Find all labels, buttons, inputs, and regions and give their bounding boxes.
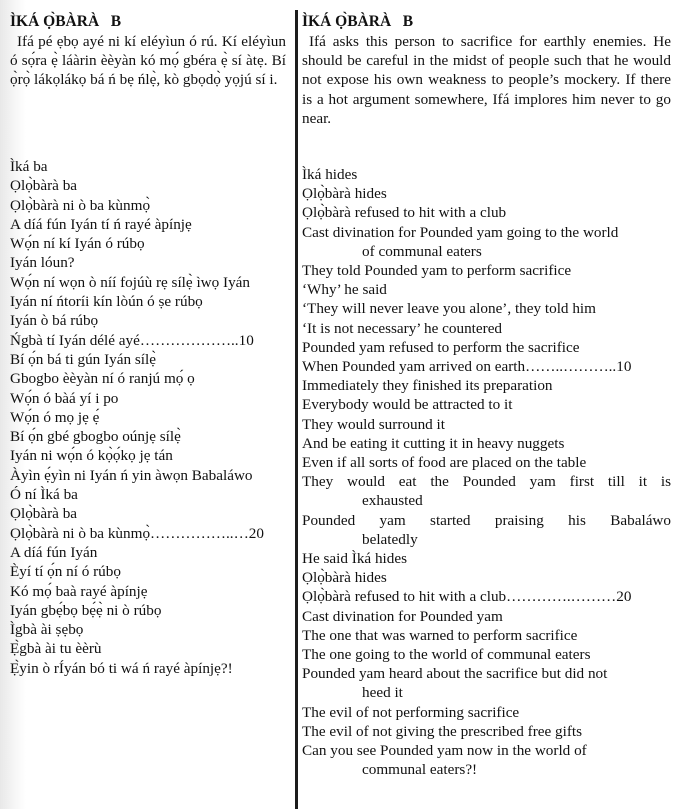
verse-line (302, 165, 671, 184)
verse-text: Ìká hides (302, 166, 358, 183)
english-column (302, 12, 671, 779)
verse-line: Àyìn ẹ́yìn ni Iyán ń yin àwọn Babaláwo (10, 466, 253, 484)
verse-line: Èyí tí ọ́n ní ó rúbọ (10, 563, 121, 581)
verse-line: Bí ọ́n bá ti gún Iyán sílẹ̀ (10, 350, 156, 368)
verse-text: Can you see Pounded yam now in the world of (302, 742, 587, 760)
verse-text: They would surround it (302, 415, 445, 433)
verse-text: The evil of not performing sacrifice (302, 703, 520, 721)
verse-line (302, 722, 671, 741)
verse-line (302, 549, 671, 568)
verse-line: Ńgbà tí Iyán délé ayé………………..10 (10, 331, 254, 349)
verse-continuation: communal eaters?! (362, 761, 478, 779)
verse-text: Ọlọ̀bàrà hides (302, 569, 387, 587)
verse-text: When Pounded yam arrived on earth……..………..10 (302, 358, 632, 376)
verse-line: Ọlọ̀bàrà ni ò ba kùnmọ̀ (10, 196, 151, 214)
yoruba-column (10, 12, 286, 677)
verse-line (302, 645, 671, 664)
verse-text: Cast divination for Pounded yam (302, 607, 503, 625)
yoruba-heading: ÌKÁ Ọ̀BÀRÀ B (10, 13, 122, 30)
verse-line: Wọ́n ó mọ jẹ ẹ́ (10, 408, 100, 426)
verse-line (302, 453, 671, 472)
verse-line: Ìgbà ài ṣẹbọ (10, 621, 84, 639)
verse-line: Ẹ̀yin ò rÍyán bó ti wá ń rayé àpínjẹ?! (10, 659, 233, 677)
verse-line: Gbogbo èèyàn ní ó ranjú mọ́ ọ (10, 370, 195, 388)
english-verses (302, 165, 671, 780)
yoruba-verses (10, 157, 286, 678)
verse-text: Ọlọ̀bàrà hides (302, 185, 387, 203)
verse-line (302, 223, 671, 261)
verse-line (302, 280, 671, 299)
verse-line: Ọlọ̀bàrà ba (10, 505, 78, 523)
verse-continuation: belatedly (362, 530, 418, 548)
verse-line (302, 568, 671, 587)
english-summary: Ifá asks this person to sacrifice for earthly enemies. He should be careful in the midst of people such that he would not expose his own weakness to people’s mockery. If there is a hot argument somewhere, Ifá implores him never to go near. (302, 33, 671, 127)
verse-text: ‘They will never leave you alone’, they told him (302, 300, 596, 318)
verse-line (302, 338, 671, 357)
yoruba-summary: Ifá pé ẹbọ ayé ni kí eléyìun ó rú. Kí eléyìun ó sọ́ra ẹ̀ láàrin èèyàn kó mọ́ gbéra ẹ̀ sí àtẹ. Bí ọ̀rọ̀ lákọlákọ bá ń bẹ ńlẹ̀, kò gbọdọ̀ yọjú sí i. (10, 33, 286, 89)
verse-line (302, 703, 671, 722)
verse-line (302, 299, 671, 318)
column-divider (295, 10, 298, 809)
verse-line: Wọ́n ó bàá yí i po (10, 389, 119, 407)
english-heading: ÌKÁ Ọ̀BÀRÀ B (302, 13, 414, 30)
verse-line (302, 319, 671, 338)
verse-text: Everybody would be attracted to it (302, 396, 513, 414)
verse-line: Iyán ní ńtoríi kín lòún ó ṣe rúbọ (10, 293, 203, 311)
verse-line: Ìká ba (10, 158, 48, 175)
verse-text: Immediately they finished its preparation (302, 377, 553, 395)
verse-line: Bí ọ́n gbé gbogbo oúnjẹ sílẹ̀ (10, 428, 181, 446)
verse-line: A díá fún Iyán tí ń rayé àpínjẹ (10, 215, 192, 233)
verse-line: A díá fún Iyán (10, 543, 98, 561)
verse-line (302, 741, 671, 779)
verse-text: Pounded yam started praising his Babaláwo (302, 511, 671, 529)
verse-line (302, 626, 671, 645)
verse-text: ‘It is not necessary’ he countered (302, 319, 503, 337)
verse-line: Ó ní Ìká ba (10, 486, 78, 504)
verse-line: Iyán lóun? (10, 254, 75, 272)
verse-line: Wọ́n ní wọn ò níí fojúù rẹ sílẹ̀ ìwọ Iyán (10, 273, 251, 291)
verse-text: The one that was warned to perform sacrifice (302, 626, 578, 644)
verse-line: Iyán ò bá rúbọ (10, 312, 99, 330)
verse-line (302, 395, 671, 414)
verse-text: Ọlọ̀bàrà refused to hit with a club………….………20 (302, 588, 632, 606)
verse-line: Wọ́n ní kí Iyán ó rúbọ (10, 235, 145, 253)
verse-line (302, 511, 671, 549)
verse-line (302, 664, 671, 702)
verse-line (302, 203, 671, 222)
verse-text: And be eating it cutting it in heavy nuggets (302, 434, 565, 452)
verse-line: Iyán gbẹ́bọ bẹ́ẹ̀ ni ò rúbọ (10, 601, 162, 619)
verse-text: The one going to the world of communal eaters (302, 646, 591, 664)
verse-text: Ọlọ̀bàrà refused to hit with a club (302, 204, 507, 222)
verse-text: Even if all sorts of food are placed on the table (302, 454, 587, 472)
verse-line (302, 415, 671, 434)
verse-text: The evil of not giving the prescribed free gifts (302, 722, 583, 740)
verse-line (302, 607, 671, 626)
verse-line (302, 587, 671, 606)
verse-line (302, 184, 671, 203)
verse-line (302, 434, 671, 453)
verse-text: He said Ìká hides (302, 550, 408, 568)
verse-line (302, 376, 671, 395)
verse-text: ‘Why’ he said (302, 281, 387, 299)
verse-continuation: heed it (362, 684, 403, 702)
verse-continuation: of communal eaters (362, 242, 482, 260)
verse-line: Ọlọ̀bàrà ni ò ba kùnmọ̀……………..…20 (10, 524, 264, 542)
verse-line (302, 472, 671, 510)
verse-text: Pounded yam refused to perform the sacrifice (302, 338, 580, 356)
verse-text: They told Pounded yam to perform sacrifice (302, 262, 572, 280)
verse-continuation: exhausted (362, 492, 423, 510)
verse-line: Iyán ni wọ́n ó kọ̀ọ́kọ jẹ tán (10, 447, 173, 465)
verse-line: Ẹ̀gbà ài tu èèrù (10, 640, 102, 658)
verse-line (302, 261, 671, 280)
verse-line (302, 357, 671, 376)
verse-text: They would eat the Pounded yam first till it is (302, 473, 671, 491)
verse-line: Kó mọ́ baà rayé àpínjẹ (10, 582, 148, 600)
verse-line: Ọlọ̀bàrà ba (10, 177, 78, 195)
verse-text: Pounded yam heard about the sacrifice but did not (302, 665, 608, 683)
verse-text: Cast divination for Pounded yam going to the world (302, 223, 619, 241)
